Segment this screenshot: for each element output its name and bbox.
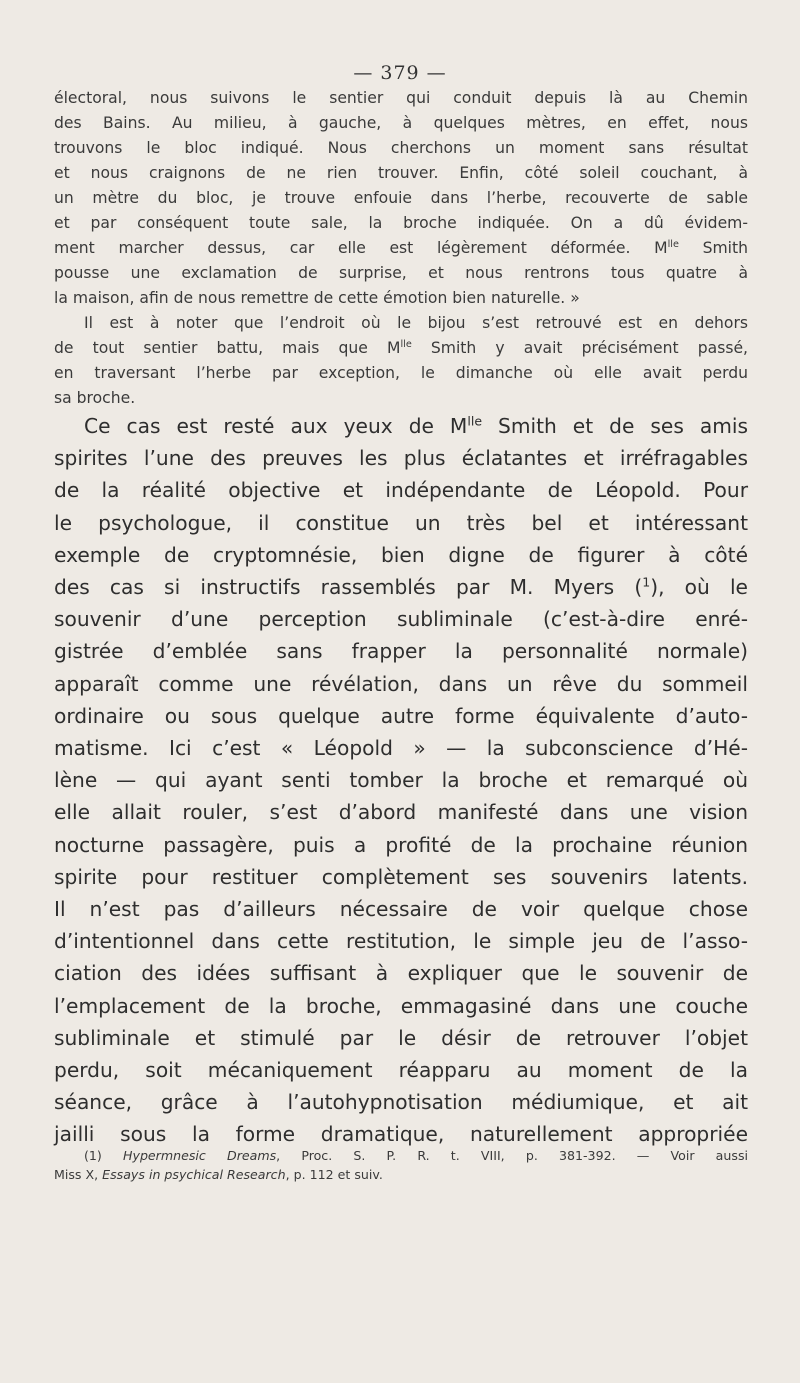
text-line: de la réalité objective et indépendante de Léopold. Pour (54, 478, 748, 503)
text-line (54, 410, 748, 442)
text-line: Il n’est pas d’ailleurs nécessaire de voir quelque chose (54, 897, 748, 922)
footnote-ref: 1 (642, 574, 651, 590)
superscript: lle (467, 413, 483, 429)
text-line: subliminale et stimulé par le désir de retrouver l’objet (54, 1025, 748, 1050)
text-line: matisme. Ici c’est « Léopold » — la subconscience d’Hé- (54, 736, 748, 761)
text-line: et par conséquent toute sale, la broche indiquée. On a dû évidem- (54, 214, 748, 232)
footnote (54, 1146, 748, 1184)
text-line: pousse une exclamation de surprise, et nous rentrons tous quatre à (54, 264, 748, 282)
text-fragment: Smith (678, 239, 748, 257)
text-line (54, 236, 748, 261)
text-fragment: Miss X, (54, 1167, 103, 1182)
text-fragment: de tout sentier battu, mais que M (54, 339, 401, 357)
text-line (54, 571, 748, 603)
text-line: ordinaire ou sous quelque autre forme équivalente d’auto- (54, 703, 748, 728)
text-line: et nous craignons de ne rien trouver. Enfin, côté soleil couchant, à (54, 164, 748, 182)
text-line: en traversant l’herbe par exception, le dimanche où elle avait perdu (54, 364, 748, 382)
text-fragment: Smith et de ses amis (482, 414, 748, 438)
text-line: jailli sous la forme dramatique, naturellement appropriée (54, 1122, 748, 1147)
text-line: trouvons le bloc indiqué. Nous cherchons un moment sans résultat (54, 139, 748, 157)
footnote-line (54, 1146, 748, 1165)
text-line: électoral, nous suivons le sentier qui conduit depuis là au Chemin (54, 89, 748, 107)
footnote-marker: (1) (84, 1148, 102, 1163)
text-line: Il est à noter que l’endroit où le bijou s’est retrouvé est en dehors (84, 314, 748, 332)
text-line: le psychologue, il constitue un très bel et intéressant (54, 510, 748, 535)
text-line: des Bains. Au milieu, à gauche, à quelques mètres, en effet, nous (54, 114, 748, 132)
text-fragment: ment marcher dessus, car elle est légèrement déformée. M (54, 239, 668, 257)
text-line: souvenir d’une perception subliminale (c’est-à-dire enré- (54, 607, 748, 632)
superscript: lle (400, 338, 412, 350)
paragraph-note (54, 311, 748, 411)
text-line: apparaît comme une révélation, dans un rêve du sommeil (54, 671, 748, 696)
text-line: nocturne passagère, puis a profité de la prochaine réunion (54, 832, 748, 857)
text-line: gistrée d’emblée sans frapper la personnalité normale) (54, 639, 748, 664)
text-line: la maison, afin de nous remettre de cette émotion bien naturelle. » (54, 289, 580, 307)
text-fragment: des cas si instructifs rassemblés par M. Myers ( (54, 575, 643, 600)
text-line: lène — qui ayant senti tomber la broche et remarqué où (54, 768, 748, 793)
footnote-line (54, 1165, 748, 1184)
text-line: séance, grâce à l’autohypnotisation médiumique, et ait (54, 1090, 748, 1115)
paragraph-main (54, 410, 748, 1151)
superscript: lle (667, 238, 679, 250)
text-fragment: Smith y avait précisément passé, (411, 339, 748, 357)
text-fragment: Ce cas est resté aux yeux de M (84, 414, 468, 438)
footnote-title: Essays in psychical Research (102, 1167, 286, 1182)
text-line: perdu, soit mécaniquement réapparu au moment de la (54, 1058, 748, 1083)
page-number: — 379 — (353, 62, 447, 84)
footnote-title: Hypermnesic Dreams (123, 1148, 277, 1163)
text-line: l’emplacement de la broche, emmagasiné dans une couche (54, 993, 748, 1018)
text-line: d’intentionnel dans cette restitution, le simple jeu de l’asso- (54, 929, 748, 954)
text-line (54, 336, 748, 361)
text-line: exemple de cryptomnésie, bien digne de figurer à côté (54, 542, 748, 567)
text-line: spirite pour restituer complètement ses souvenirs latents. (54, 864, 748, 889)
text-line: ciation des idées suffisant à expliquer que le souvenir de (54, 961, 748, 986)
text-line: elle allait rouler, s’est d’abord manifesté dans une vision (54, 800, 748, 825)
text-line: spirites l’une des preuves les plus éclatantes et irréfragables (54, 446, 748, 471)
text-fragment: , p. 112 et suiv. (285, 1167, 383, 1182)
text-line: sa broche. (54, 389, 136, 407)
text-fragment: ), où le (650, 575, 748, 600)
paragraph-quote-continuation (54, 86, 748, 311)
text-line: un mètre du bloc, je trouve enfouie dans l’herbe, recouverte de sable (54, 189, 748, 207)
text-fragment: , Proc. S. P. R. t. VIII, p. 381-392. — Voir aussi (276, 1148, 749, 1163)
